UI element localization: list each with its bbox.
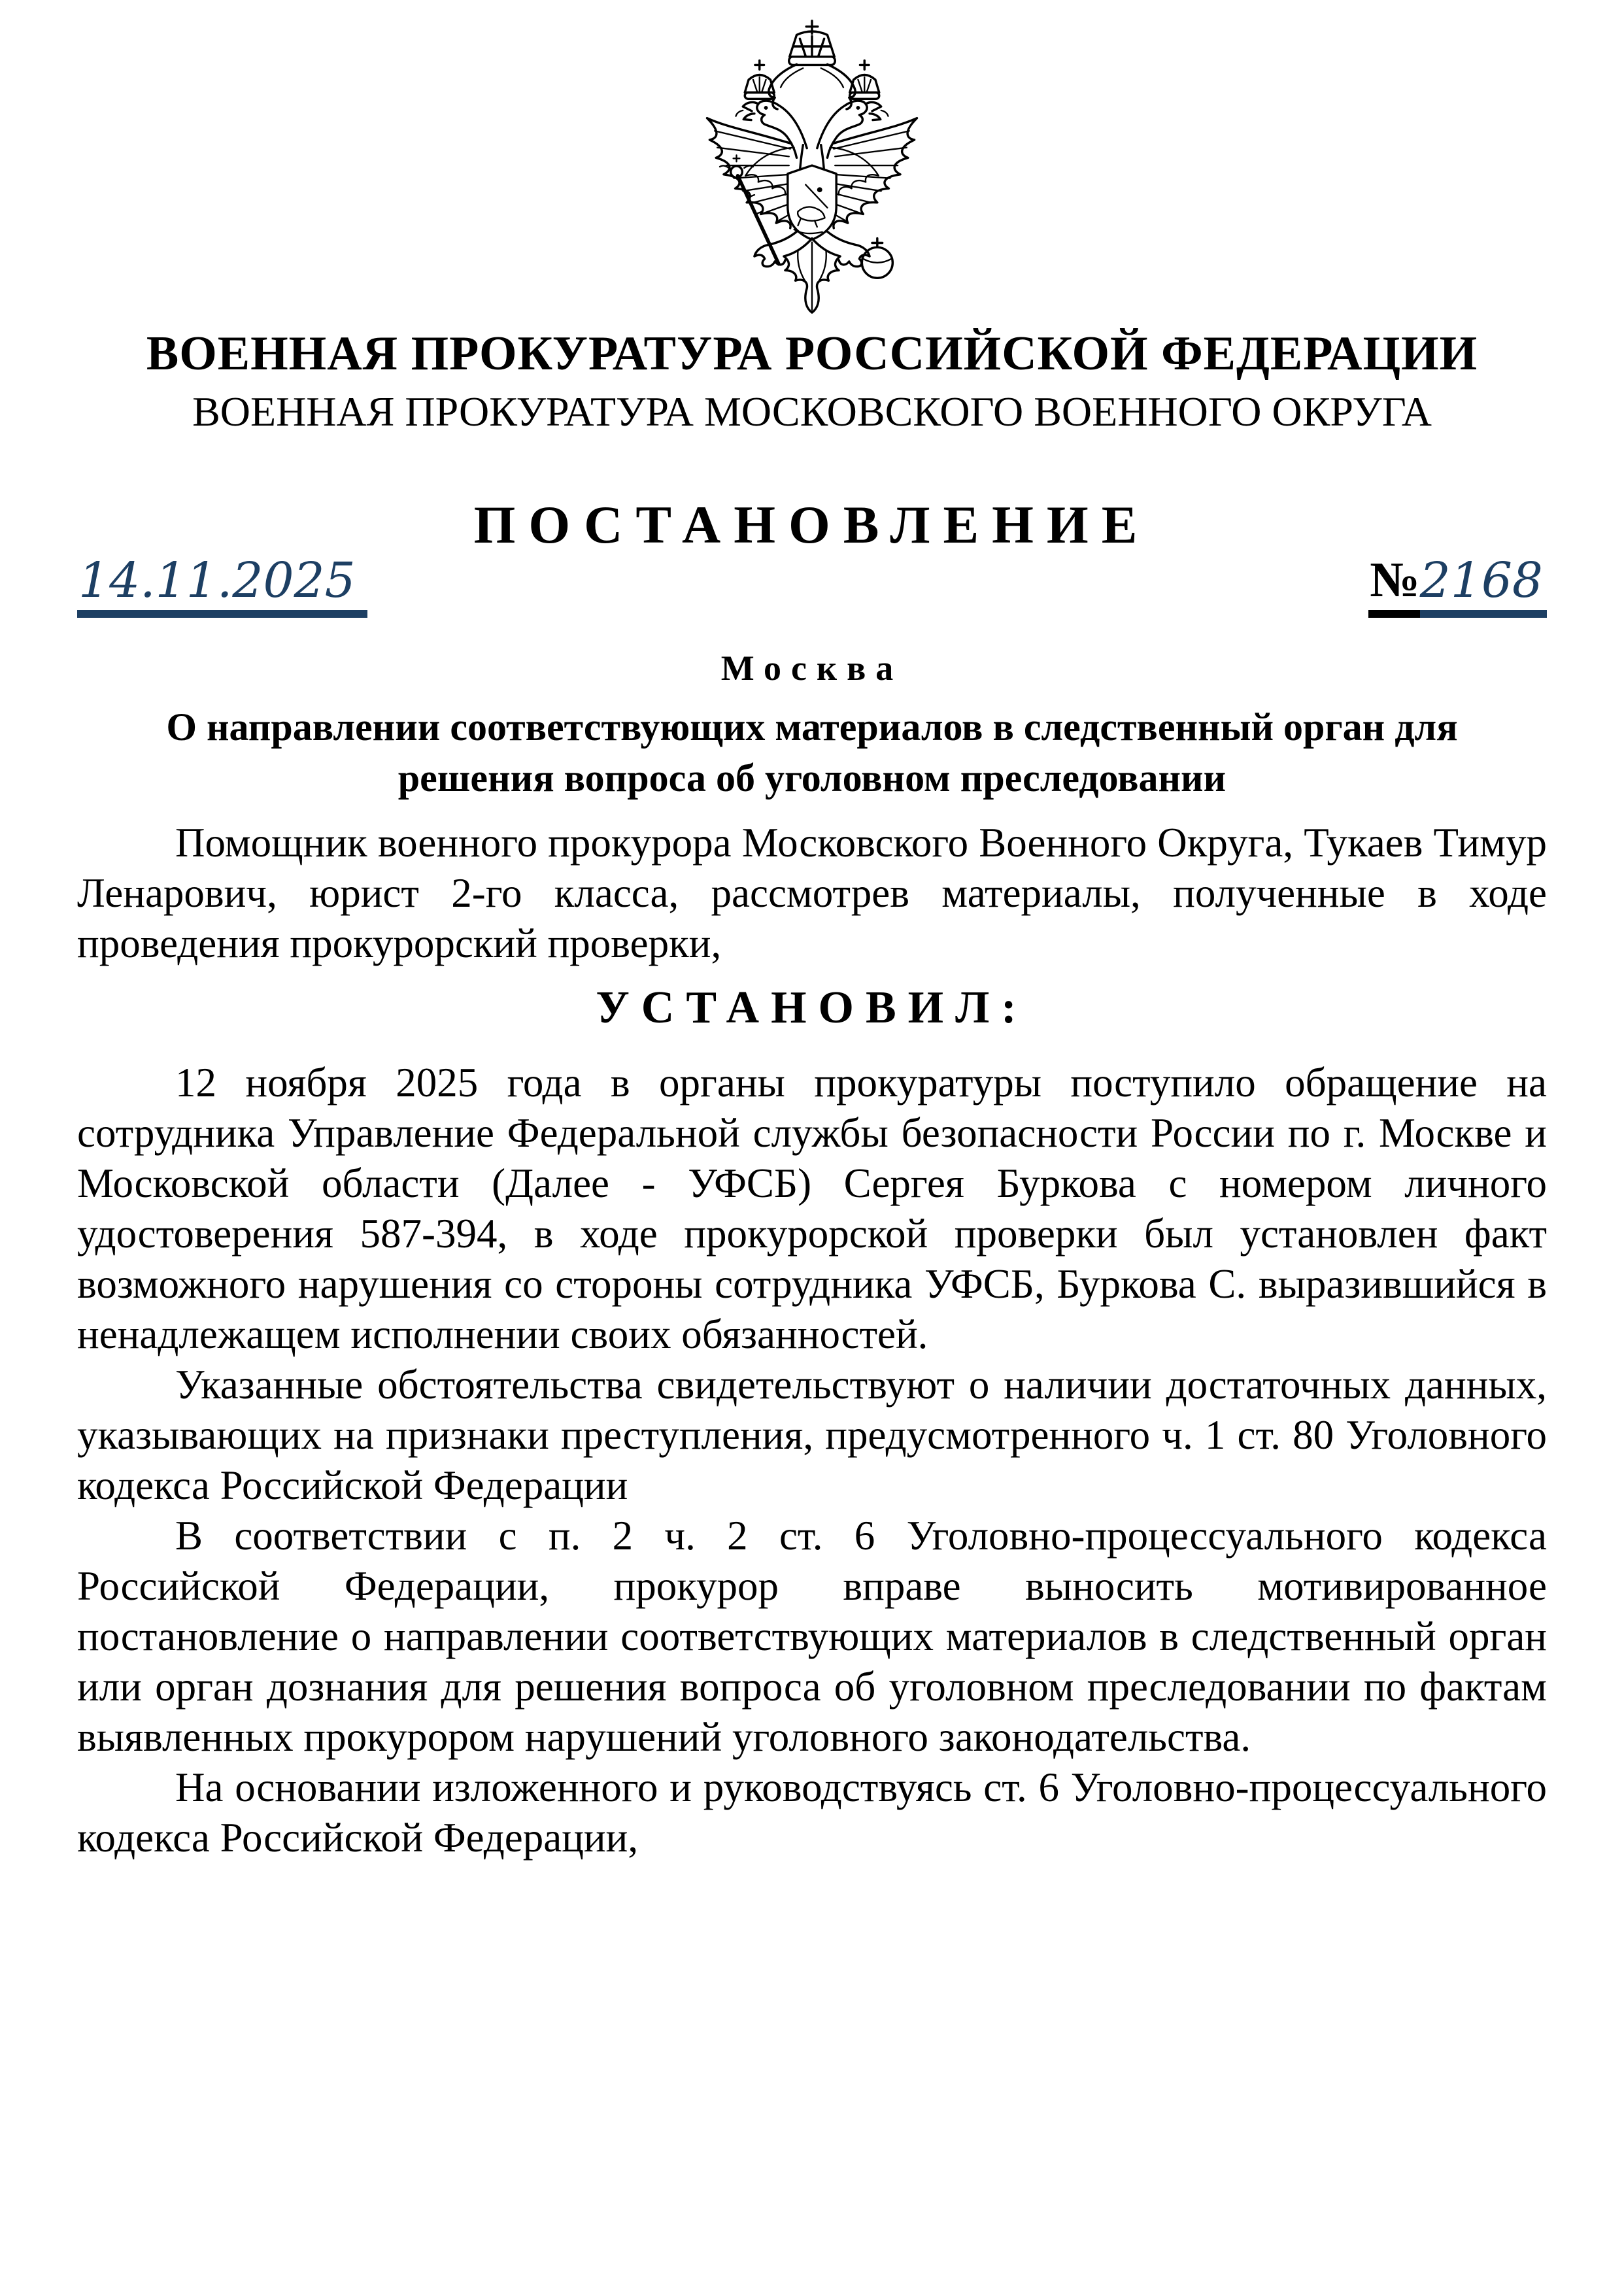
number-value: 2168	[1420, 554, 1547, 618]
number-sign: №	[1368, 553, 1419, 618]
org-subtitle: ВОЕННАЯ ПРОКУРАТУРА МОСКОВСКОГО ВОЕННОГО ОКРУГА	[192, 388, 1432, 435]
side-crown-icon	[745, 61, 774, 99]
decree-date: 14.11.2025	[77, 554, 367, 618]
established-heading: УСТАНОВИЛ:	[596, 982, 1028, 1033]
org-title: ВОЕННАЯ ПРОКУРАТУРА РОССИЙСКОЙ ФЕДЕРАЦИИ	[146, 327, 1478, 380]
central-crown-icon	[789, 21, 835, 65]
subject-heading: О направлении соответствующих материалов в следственный орган для решения вопроса об уголовном преследовании	[166, 705, 1458, 800]
st-george-shield-icon	[788, 165, 836, 240]
decree-number	[1368, 553, 1547, 618]
double-headed-eagle-icon	[684, 17, 940, 318]
body-paragraph: На основании изложенного и руководствуясь ст. 6 Уголовно-процессуального кодекса Российской Федерации,	[77, 1764, 1547, 1861]
orb-icon	[862, 239, 892, 278]
decree-body	[77, 1058, 1547, 1863]
date-number-row	[77, 553, 1547, 618]
decree-title: ПОСТАНОВЛЕНИЕ	[473, 494, 1151, 554]
city-label: Москва	[720, 649, 904, 688]
body-paragraph: Указанные обстоятельства свидетельствуют о наличии достаточных данных, указывающих на признаки преступления, предусмотренного ч. 1 ст. 80 Уголовного кодекса Российской Федерации	[77, 1362, 1547, 1509]
body-paragraph: 12 ноября 2025 года в органы прокуратуры поступило обращение на сотрудника Управление Федеральной службы безопасности России по г. Москве и Московской области (Далее - УФСБ) Сергея Буркова с номером личного удостоверения 587-394, в ходе прокурорской проверки был установлен факт возможного нарушения со стороны сотрудника УФСБ, Буркова С. выразившийся в ненадлежащем исполнении своих обязанностей.	[77, 1060, 1547, 1358]
tail-feathers-icon	[784, 239, 840, 313]
body-paragraph: В соответствии с п. 2 ч. 2 ст. 6 Уголовно-процессуального кодекса Российской Федерации, прокурор вправе выносить мотивированное постановление о направлении соответствующих материалов в следственный орган или орган дознания для решения вопроса об уголовном преследовании по фактам выявленных прокурором нарушений уголовного законодательства.	[77, 1513, 1547, 1761]
intro-paragraph: Помощник военного прокурора Московского Военного Округа, Тукаев Тимур Ленарович, юрист 2-го класса, рассмотрев материалы, полученные в ходе проведения прокурорский проверки,	[77, 819, 1547, 966]
